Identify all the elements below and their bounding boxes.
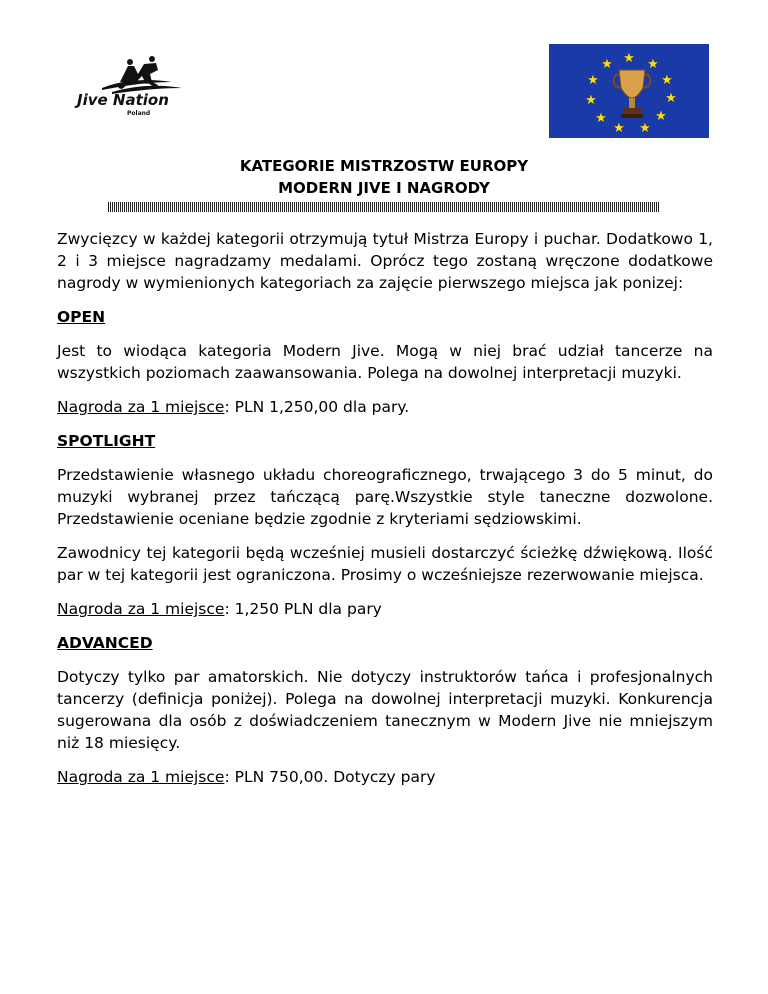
svg-text:★: ★ (601, 57, 613, 72)
spotlight-prize-label: Nagroda za 1 miejsce (57, 600, 225, 618)
intro-paragraph: Zwycięzcy w każdej kategorii otrzymują tytuł Mistrza Europy i puchar. Dodatkowo 1, 2 i 3 miejsce nagradzamy medalami. Oprócz tego zostaną wręczone dodatkowe nagrody w wymienionych kategoriach za zajęcie pierwszego miejsca jak ponizej: (57, 230, 713, 292)
spotlight-description-2: Zawodnicy tej kategorii będą wcześniej musieli dostarczyć ścieżkę dźwiękową. Ilość par w tej kategorii jest ograniczona. Prosimy o wcześniejsze rezerwowanie miejsca. (57, 544, 713, 584)
open-prize-label: Nagroda za 1 miejsce (57, 398, 225, 416)
title-line-1: KATEGORIE MISTRZOSTW EUROPY (239, 157, 529, 175)
advanced-heading: ADVANCED (57, 634, 153, 652)
svg-text:★: ★ (665, 91, 677, 106)
title-line-2: MODERN JIVE I NAGRODY (278, 179, 490, 197)
svg-text:★: ★ (623, 51, 635, 66)
open-heading: OPEN (57, 308, 106, 326)
decorative-divider (108, 202, 660, 212)
document-body (57, 228, 713, 800)
eu-trophy-flag-image (549, 44, 709, 138)
open-prize-value: : PLN 1,250,00 dla pary. (224, 398, 410, 416)
svg-text:★: ★ (595, 111, 607, 126)
svg-text:★: ★ (647, 57, 659, 72)
open-description: Jest to wiodąca kategoria Modern Jive. Mogą w niej brać udział tancerze na wszystkich poziomach zaawansowania. Polega na dowolnej interpretacji muzyki. (57, 342, 713, 382)
svg-text:★: ★ (587, 73, 599, 88)
spotlight-prize-value: : 1,250 PLN dla pary (224, 600, 382, 618)
advanced-prize-label: Nagroda za 1 miejsce (57, 768, 225, 786)
svg-text:★: ★ (639, 121, 651, 136)
logo-country-text: Poland (127, 110, 151, 117)
spotlight-heading: SPOTLIGHT (57, 432, 156, 450)
spotlight-description-1: Przedstawienie własnego układu choreograficznego, trwającego 3 do 5 minut, do muzyki wybranej przez tańczącą parę.Wszystkie style taneczne dozwolone. Przedstawienie oceniane będzie zgodnie z kryteriami sędziowskimi. (57, 466, 713, 528)
advanced-prize (57, 766, 713, 788)
advanced-description: Dotyczy tylko par amatorskich. Nie dotyczy instruktorów tańca i profesjonalnych tancerzy (definicja poniżej). Polega na dowolnej interpretacji muzyki. Konkurencja sugerowana dla osób z doświadczeniem tanecznym w Modern Jive nie mniejszym niż 18 miesięcy. (57, 668, 713, 752)
jive-nation-logo (72, 52, 222, 122)
document-title (0, 155, 768, 199)
spotlight-prize (57, 598, 713, 620)
svg-text:★: ★ (613, 121, 625, 136)
svg-text:★: ★ (585, 93, 597, 108)
advanced-prize-value: : PLN 750,00. Dotyczy pary (224, 768, 436, 786)
open-prize (57, 396, 713, 418)
svg-text:★: ★ (661, 73, 673, 88)
logo-brand-text: Jive Nation (77, 91, 169, 109)
svg-text:★: ★ (655, 109, 667, 124)
